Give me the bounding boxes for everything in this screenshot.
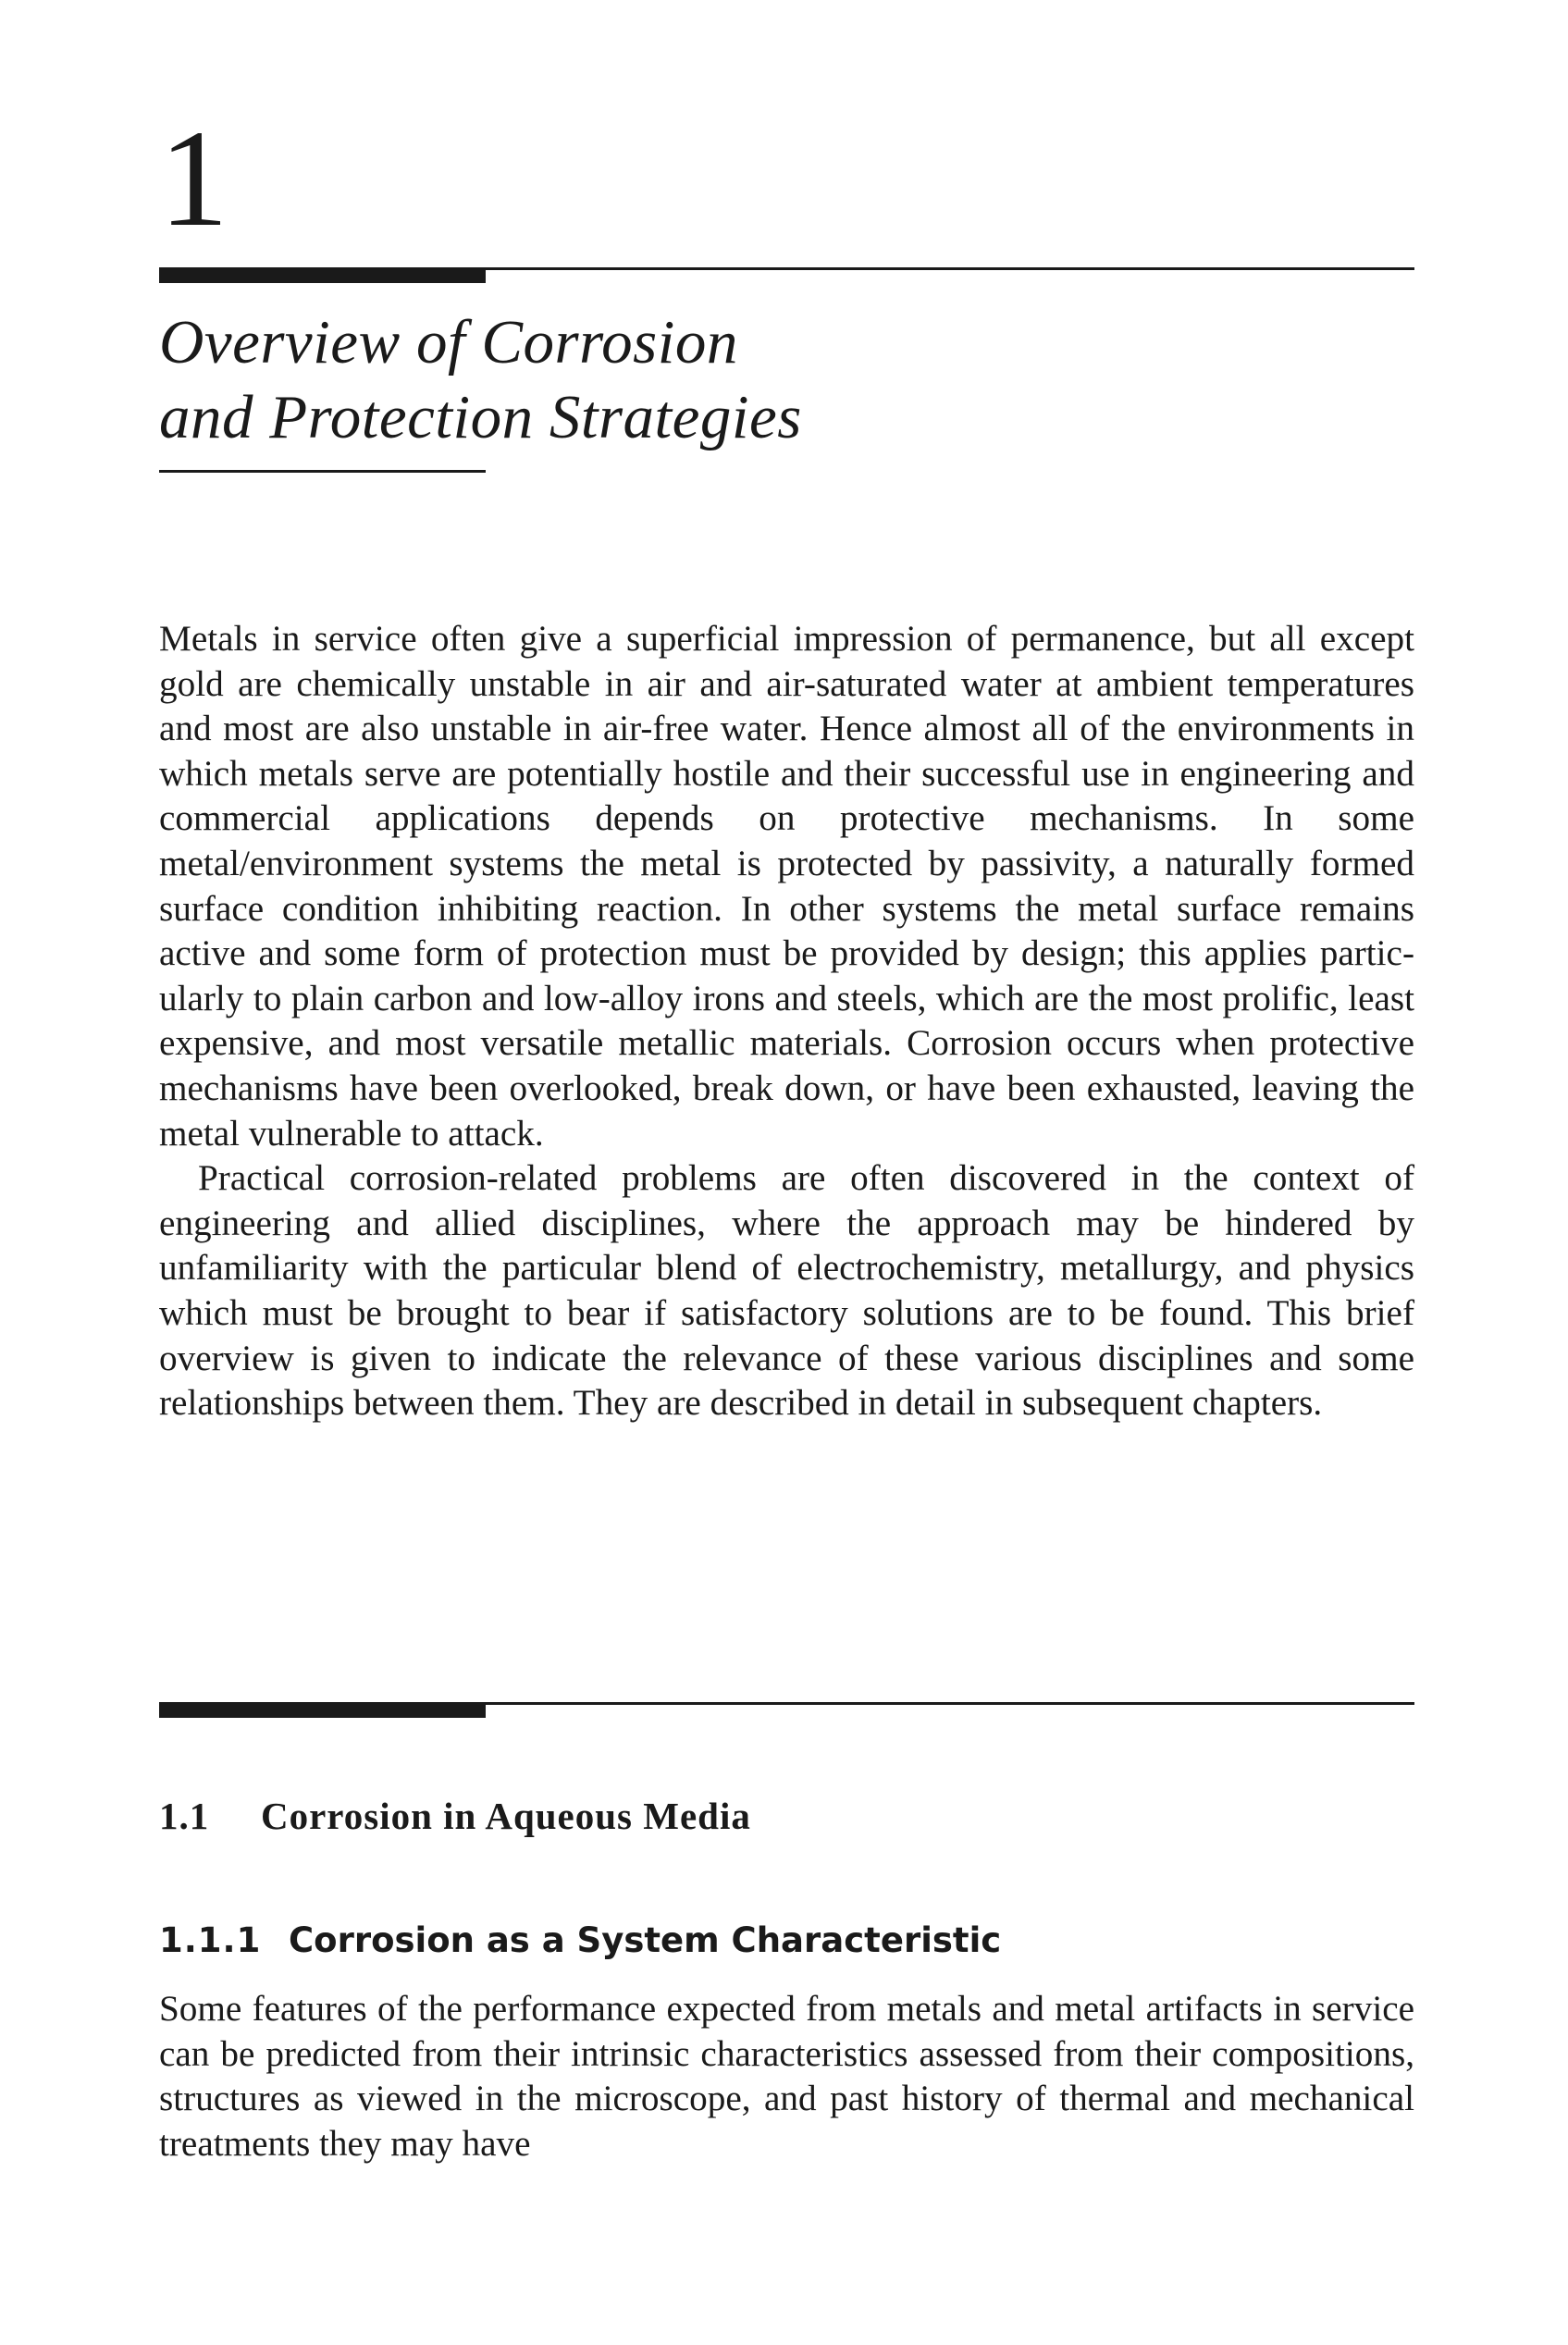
chapter-title-line-2: and Protection Strategies [159,383,802,451]
section-title: Corrosion in Aqueous Media [261,1795,751,1837]
subsection-number: 1.1.1 [159,1920,262,1960]
intro-paragraph-2: Practical corrosion-related problems are often discovered in the context of engineering and allied disciplines, where the approach may be hindered by unfamiliarity with the particular blend of electrochemistry, metallurgy, and physics which must be brought to bear if satisfactory solutions are to be found. This brief overview is given to indicate the relevance of these various disciplines and some relationships between them. They are described in detail in subsequent chapters. [159,1158,1414,1424]
subsection-title: Corrosion as a System Characteristic [289,1920,1002,1960]
chapter-number: 1 [159,102,228,255]
chapter-rule-thick [159,268,486,283]
section-rule-thick [159,1703,486,1718]
subsection-heading [159,1919,1001,1962]
section-number: 1.1 [159,1795,210,1837]
section-text [159,1987,1414,2166]
section-heading [159,1793,751,1839]
chapter-title [159,305,802,455]
section-paragraph-1: Some features of the performance expected from metals and metal artifacts in service can be predicted from their intrinsic characteristics assessed from their compositions, structures as viewed in the microscope, and past history of thermal and mechanical treatments they may have [159,1989,1414,2164]
title-underline [159,470,486,473]
chapter-title-line-1: Overview of Corrosion [159,308,738,376]
intro-paragraph-1: Metals in service often give a superficial impression of permanence, but all except gold are chemically unstable in air and air-saturated water at ambient temperatures and most are also unstable in air-free water. Hence almost all of the environments in which metals serve are potentially hostile and their successful use in engineering and commercial applications depends on protective mechanisms. In some metal/environment systems the metal is protected by passivity, a naturally formed surface condition inhibiting reaction. In other systems the metal surface remains active and some form of protection must be provided by design; this applies particularly to plain carbon and low-alloy irons and steels, which are the most prolific, least expensive, and most versatile metallic materials. Corrosion occurs when protective mechanisms have been overlooked, break down, or have been exhausted, leaving the metal vulnerable to attack. [159,619,1414,1154]
intro-text [159,617,1414,1426]
